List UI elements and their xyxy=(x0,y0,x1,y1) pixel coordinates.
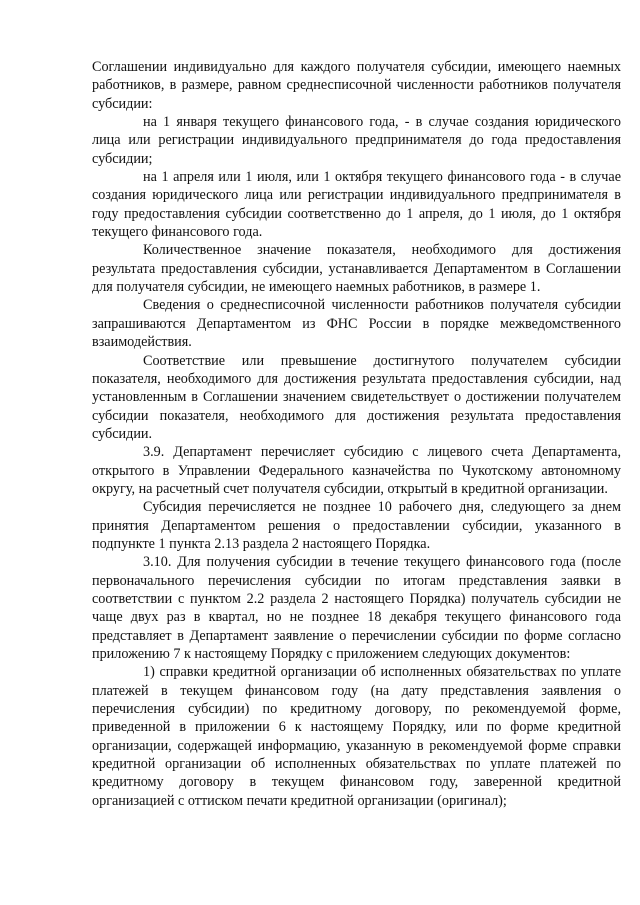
paragraph-transfer-deadline: Субсидия перечисляется не позднее 10 рабочего дня, следующего за днем принятия Департаментом решения о предоставлении субсидии, указанного в подпункте 1 пункта 2.13 раздела 2 настоящего Порядка. xyxy=(92,499,621,552)
document-page xyxy=(92,58,621,810)
paragraph-quarter-dates: на 1 апреля или 1 июля, или 1 октября текущего финансового года - в случае создания юридического лица или регистрации индивидуального предпринимателя в году предоставления субсидии соответственно до 1 апреля, до 1 июля, до 1 октября текущего финансового года. xyxy=(92,169,621,241)
paragraph-indicator-value: Количественное значение показателя, необходимого для достижения результата предоставления субсидии, устанавливается Департаментом в Соглашении для получателя субсидии, не имеющего наемных работников, в размере 1. xyxy=(92,242,621,296)
paragraph-january-date: на 1 января текущего финансового года, - в случае создания юридического лица или регистрации индивидуального предпринимателя до года предоставления субсидии; xyxy=(92,114,621,167)
paragraph-result-achievement: Соответствие или превышение достигнутого получателем субсидии показателя, необходимого для достижения результата предоставления субсидии, над установленным в Соглашении значением свидетельствует о достижении получателем субсидии показателя, необходимого для достижения результата предоставления субсидии. xyxy=(92,352,621,442)
paragraph-bank-certificate: 1) справки кредитной организации об исполненных обязательствах по уплате платежей в текущем финансовом году (на дату представления заявления о перечисления субсидии) по кредитному договору, по рекомендуемой форме, приведенной в приложении 6 к настоящему Порядку, или по форме кредитной организации, содержащей информацию, указанную в рекомендуемой форме справки кредитной организации об исполненных обязательствах по уплате платежей по кредитному договору в текущем финансовом году, заверенной кредитной организацией с оттиском печати кредитной организации (оригинал); xyxy=(92,664,621,809)
paragraph-section-3-10: 3.10. Для получения субсидии в течение текущего финансового года (после первоначального перечисления субсидии по итогам представления заявки в соответствии с пунктом 2.2 раздела 2 настоящего Порядка) получатель субсидии не чаще двух раз в квартал, но не позднее 18 декабря текущего финансового года представляет в Департамент заявление о перечислении субсидии по форме согласно приложению 7 к настоящему Порядку с приложением следующих документов: xyxy=(92,554,621,662)
paragraph-section-3-9: 3.9. Департамент перечисляет субсидию с лицевого счета Департамента, открытого в Управлении Федерального казначейства по Чукотскому автономному округу, на расчетный счет получателя субсидии, открытый в кредитной организации. xyxy=(92,444,621,497)
paragraph-fns-request: Сведения о среднесписочной численности работников получателя субсидии запрашиваются Департаментом из ФНС России в порядке межведомственного взаимодействия. xyxy=(92,297,621,351)
paragraph-employee-count: Соглашении индивидуально для каждого получателя субсидии, имеющего наемных работников, в размере, равном среднесписочной численности работников получателя субсидии: xyxy=(92,59,621,112)
